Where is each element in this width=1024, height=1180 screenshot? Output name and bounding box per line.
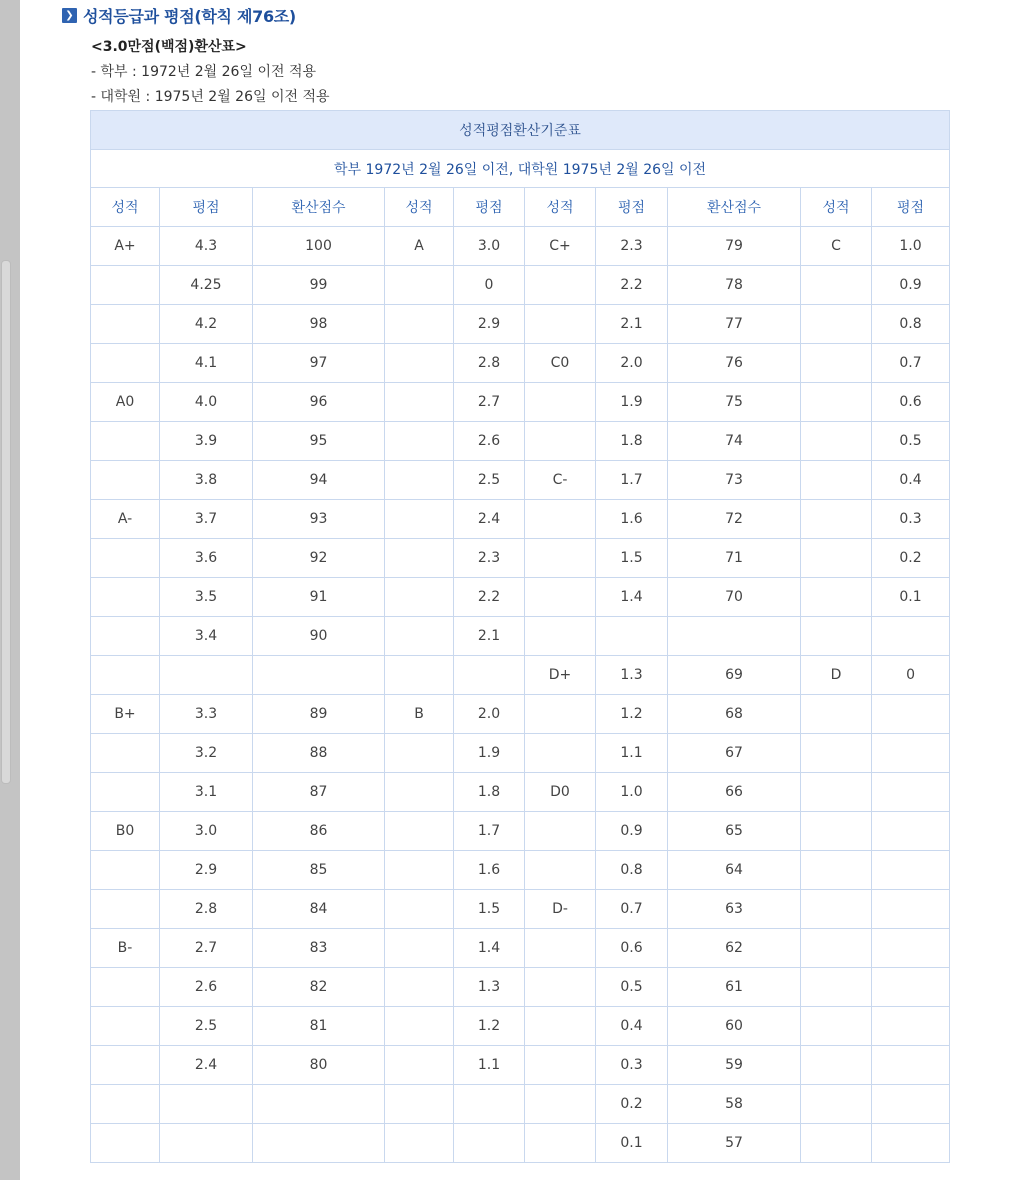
table-cell [385, 539, 454, 578]
table-body [91, 227, 950, 1163]
table-cell [525, 968, 596, 1007]
table-cell [385, 1046, 454, 1085]
table-cell [525, 266, 596, 305]
table-cell [801, 773, 872, 812]
table-row [91, 383, 950, 422]
table-cell: 2.1 [454, 617, 525, 656]
table-cell: 1.5 [596, 539, 668, 578]
table-row [91, 617, 950, 656]
table-cell [253, 1124, 385, 1163]
table-cell: 2.3 [596, 227, 668, 266]
column-header: 평점 [454, 188, 525, 227]
table-cell [872, 734, 950, 773]
table-cell [872, 1046, 950, 1085]
table-cell: 1.3 [596, 656, 668, 695]
table-cell: B [385, 695, 454, 734]
table-row [91, 656, 950, 695]
table-cell [801, 266, 872, 305]
table-cell [385, 578, 454, 617]
column-header: 성적 [385, 188, 454, 227]
table-cell [801, 500, 872, 539]
column-header: 평점 [872, 188, 950, 227]
table-cell: 2.8 [160, 890, 253, 929]
table-cell: 3.8 [160, 461, 253, 500]
table-cell: 1.8 [596, 422, 668, 461]
table-cell [872, 617, 950, 656]
table-cell: 93 [253, 500, 385, 539]
table-cell [801, 383, 872, 422]
table-cell: 70 [668, 578, 801, 617]
table-cell: 2.8 [454, 344, 525, 383]
table-cell: 3.7 [160, 500, 253, 539]
table-cell [872, 890, 950, 929]
table-cell: 79 [668, 227, 801, 266]
table-cell: 1.6 [596, 500, 668, 539]
table-cell: 1.4 [596, 578, 668, 617]
table-cell [385, 734, 454, 773]
table-cell: 0 [872, 656, 950, 695]
table-cell: 85 [253, 851, 385, 890]
table-cell: 0.8 [596, 851, 668, 890]
table-cell: 77 [668, 305, 801, 344]
table-cell [525, 422, 596, 461]
table-cell: 71 [668, 539, 801, 578]
table-cell: 0.7 [872, 344, 950, 383]
table-cell [253, 1085, 385, 1124]
table-cell: 2.5 [160, 1007, 253, 1046]
table-cell: 1.4 [454, 929, 525, 968]
table-cell: 0.1 [596, 1124, 668, 1163]
table-row [91, 461, 950, 500]
table-cell [525, 851, 596, 890]
table-row [91, 305, 950, 344]
table-period-row [91, 150, 950, 188]
table-cell: 2.3 [454, 539, 525, 578]
table-cell [385, 812, 454, 851]
table-cell [91, 422, 160, 461]
table-cell: 100 [253, 227, 385, 266]
table-cell: 2.4 [160, 1046, 253, 1085]
table-row [91, 422, 950, 461]
table-cell [525, 1085, 596, 1124]
table-cell [91, 461, 160, 500]
table-cell [872, 812, 950, 851]
table-cell: 4.1 [160, 344, 253, 383]
table-cell [872, 968, 950, 1007]
table-cell [385, 617, 454, 656]
table-cell: 0.5 [872, 422, 950, 461]
table-cell: 2.0 [454, 695, 525, 734]
column-header: 성적 [525, 188, 596, 227]
table-cell: 66 [668, 773, 801, 812]
table-cell [801, 734, 872, 773]
table-cell [91, 851, 160, 890]
table-cell [91, 656, 160, 695]
table-cell: B- [91, 929, 160, 968]
table-cell [525, 578, 596, 617]
table-cell: 2.9 [160, 851, 253, 890]
table-cell [385, 929, 454, 968]
table-cell: 3.0 [160, 812, 253, 851]
table-cell [91, 773, 160, 812]
section-heading [62, 2, 296, 28]
table-cell [91, 344, 160, 383]
table-cell [801, 617, 872, 656]
table-cell [525, 812, 596, 851]
table-cell [801, 1085, 872, 1124]
table-cell: 0.2 [872, 539, 950, 578]
table-cell: 1.2 [454, 1007, 525, 1046]
table-cell: 1.2 [596, 695, 668, 734]
grade-conversion-table [90, 110, 950, 1163]
table-subtitle: <3.0만점(백점)환산표> [91, 39, 247, 55]
table-cell: 91 [253, 578, 385, 617]
table-cell: 69 [668, 656, 801, 695]
table-cell: 0.3 [596, 1046, 668, 1085]
column-header: 평점 [596, 188, 668, 227]
table-cell [596, 617, 668, 656]
table-cell [160, 1124, 253, 1163]
table-cell: 1.1 [596, 734, 668, 773]
table-cell [525, 500, 596, 539]
table-cell: 0.4 [872, 461, 950, 500]
table-cell [872, 695, 950, 734]
table-cell [525, 1007, 596, 1046]
table-cell: C- [525, 461, 596, 500]
table-cell: A0 [91, 383, 160, 422]
table-cell [801, 968, 872, 1007]
table-cell: 99 [253, 266, 385, 305]
table-cell: 1.8 [454, 773, 525, 812]
table-cell: C+ [525, 227, 596, 266]
table-cell [91, 617, 160, 656]
table-cell: 0.5 [596, 968, 668, 1007]
table-cell [385, 500, 454, 539]
table-cell: 4.2 [160, 305, 253, 344]
table-cell [454, 1085, 525, 1124]
table-cell: 0.9 [872, 266, 950, 305]
table-cell: 4.25 [160, 266, 253, 305]
table-row [91, 1085, 950, 1124]
table-cell [525, 617, 596, 656]
table-cell [801, 1046, 872, 1085]
table-cell: 4.3 [160, 227, 253, 266]
table-cell [454, 1124, 525, 1163]
table-row [91, 929, 950, 968]
table-cell: D [801, 656, 872, 695]
table-cell: 1.0 [596, 773, 668, 812]
table-cell [385, 1007, 454, 1046]
table-cell: C0 [525, 344, 596, 383]
table-row [91, 968, 950, 1007]
table-cell [454, 656, 525, 695]
table-cell [872, 1124, 950, 1163]
table-cell: 1.7 [596, 461, 668, 500]
table-cell: 3.2 [160, 734, 253, 773]
table-cell [801, 812, 872, 851]
table-cell: 1.9 [454, 734, 525, 773]
table-cell: 87 [253, 773, 385, 812]
table-cell [525, 1124, 596, 1163]
table-cell [91, 890, 160, 929]
table-cell [801, 305, 872, 344]
table-row [91, 890, 950, 929]
table-cell [525, 929, 596, 968]
table-cell: 65 [668, 812, 801, 851]
table-cell: A [385, 227, 454, 266]
table-title-row [91, 111, 950, 150]
table-cell: 83 [253, 929, 385, 968]
table-cell: 78 [668, 266, 801, 305]
table-cell [385, 656, 454, 695]
table-cell: 57 [668, 1124, 801, 1163]
table-row [91, 851, 950, 890]
note-graduate: - 대학원 : 1975년 2월 26일 이전 적용 [91, 89, 330, 105]
table-cell: 84 [253, 890, 385, 929]
table-cell: 80 [253, 1046, 385, 1085]
column-header: 환산점수 [253, 188, 385, 227]
table-cell: 72 [668, 500, 801, 539]
table-cell [801, 344, 872, 383]
table-cell: 3.4 [160, 617, 253, 656]
table-cell [385, 305, 454, 344]
table-row [91, 1124, 950, 1163]
table-cell: 1.3 [454, 968, 525, 1007]
table-row [91, 344, 950, 383]
table-cell: 64 [668, 851, 801, 890]
table-cell: 0.3 [872, 500, 950, 539]
table-cell [668, 617, 801, 656]
table-cell [801, 578, 872, 617]
table-cell [91, 539, 160, 578]
table-period: 학부 1972년 2월 26일 이전, 대학원 1975년 2월 26일 이전 [91, 150, 950, 188]
table-cell: 98 [253, 305, 385, 344]
column-header: 성적 [801, 188, 872, 227]
table-cell: 2.4 [454, 500, 525, 539]
table-cell [385, 968, 454, 1007]
table-cell: 1.0 [872, 227, 950, 266]
table-cell [91, 305, 160, 344]
table-cell: 2.6 [160, 968, 253, 1007]
table-row [91, 227, 950, 266]
table-cell [525, 695, 596, 734]
table-cell [801, 890, 872, 929]
table-cell: 4.0 [160, 383, 253, 422]
table-cell: 2.2 [596, 266, 668, 305]
table-row [91, 1046, 950, 1085]
table-cell: 59 [668, 1046, 801, 1085]
table-cell: 73 [668, 461, 801, 500]
table-cell: 89 [253, 695, 385, 734]
table-cell [872, 851, 950, 890]
table-cell: 0 [454, 266, 525, 305]
table-cell: 0.2 [596, 1085, 668, 1124]
table-cell [91, 1085, 160, 1124]
table-cell: 82 [253, 968, 385, 1007]
table-cell: 68 [668, 695, 801, 734]
table-cell [385, 383, 454, 422]
table-cell: 3.9 [160, 422, 253, 461]
table-cell [801, 461, 872, 500]
table-cell [525, 1046, 596, 1085]
table-cell [872, 929, 950, 968]
table-cell: B+ [91, 695, 160, 734]
table-cell: 92 [253, 539, 385, 578]
table-cell: 76 [668, 344, 801, 383]
table-cell: D0 [525, 773, 596, 812]
table-cell [872, 1007, 950, 1046]
table-cell: 3.5 [160, 578, 253, 617]
table-cell: 58 [668, 1085, 801, 1124]
table-cell [91, 1007, 160, 1046]
table-cell [160, 656, 253, 695]
table-row [91, 266, 950, 305]
table-cell: 94 [253, 461, 385, 500]
table-cell: 0.9 [596, 812, 668, 851]
table-cell: 2.6 [454, 422, 525, 461]
table-cell: 3.3 [160, 695, 253, 734]
table-cell [91, 578, 160, 617]
table-cell [872, 1085, 950, 1124]
table-cell [385, 422, 454, 461]
table-cell [91, 968, 160, 1007]
table-cell [525, 305, 596, 344]
table-cell: 3.6 [160, 539, 253, 578]
table-cell [91, 266, 160, 305]
column-header: 환산점수 [668, 188, 801, 227]
table-cell [525, 734, 596, 773]
table-cell [385, 461, 454, 500]
table-cell: C [801, 227, 872, 266]
table-cell [872, 773, 950, 812]
table-row [91, 695, 950, 734]
table-cell [801, 422, 872, 461]
table-cell [801, 929, 872, 968]
table-cell: 75 [668, 383, 801, 422]
table-cell [801, 1124, 872, 1163]
table-cell [385, 773, 454, 812]
table-cell [385, 1124, 454, 1163]
table-cell: 0.6 [872, 383, 950, 422]
table-cell [91, 1046, 160, 1085]
table-cell: 61 [668, 968, 801, 1007]
table-cell: 2.1 [596, 305, 668, 344]
table-cell: 2.9 [454, 305, 525, 344]
section-title: 성적등급과 평점(학칙 제76조) [83, 6, 296, 26]
table-cell [253, 656, 385, 695]
table-cell [160, 1085, 253, 1124]
table-cell [385, 344, 454, 383]
column-header: 평점 [160, 188, 253, 227]
table-row [91, 539, 950, 578]
table-row [91, 734, 950, 773]
table-row [91, 500, 950, 539]
table-cell: 90 [253, 617, 385, 656]
table-row [91, 1007, 950, 1046]
table-cell: 1.6 [454, 851, 525, 890]
table-cell: 86 [253, 812, 385, 851]
table-cell [385, 1085, 454, 1124]
table-cell: 1.1 [454, 1046, 525, 1085]
table-cell: 62 [668, 929, 801, 968]
page-scrollbar[interactable] [0, 0, 20, 1180]
table-cell: 3.1 [160, 773, 253, 812]
table-cell: 2.2 [454, 578, 525, 617]
table-cell: 0.4 [596, 1007, 668, 1046]
table-cell: A- [91, 500, 160, 539]
table-cell: 0.1 [872, 578, 950, 617]
table-header-row [91, 188, 950, 227]
note-undergraduate: - 학부 : 1972년 2월 26일 이전 적용 [91, 64, 316, 80]
table-cell: 96 [253, 383, 385, 422]
table-cell [801, 695, 872, 734]
table-cell: 88 [253, 734, 385, 773]
chevron-right-icon: ❯ [62, 8, 77, 23]
table-cell: 67 [668, 734, 801, 773]
column-header: 성적 [91, 188, 160, 227]
table-cell [385, 266, 454, 305]
scrollbar-thumb[interactable] [1, 260, 11, 784]
table-cell [385, 890, 454, 929]
table-cell [525, 383, 596, 422]
table-cell: 81 [253, 1007, 385, 1046]
table-cell [525, 539, 596, 578]
table-cell [801, 851, 872, 890]
table-cell [91, 734, 160, 773]
table-cell: B0 [91, 812, 160, 851]
table-row [91, 812, 950, 851]
table-cell [801, 1007, 872, 1046]
table-cell: 2.0 [596, 344, 668, 383]
table-cell: 1.5 [454, 890, 525, 929]
table-cell: D+ [525, 656, 596, 695]
table-cell: 63 [668, 890, 801, 929]
table-title: 성적평점환산기준표 [91, 111, 950, 150]
table-cell: 1.9 [596, 383, 668, 422]
table-cell: 95 [253, 422, 385, 461]
table-cell: 60 [668, 1007, 801, 1046]
table-cell: 2.7 [160, 929, 253, 968]
table-cell: 0.6 [596, 929, 668, 968]
table-cell [801, 539, 872, 578]
table-cell: 0.8 [872, 305, 950, 344]
table-cell: 3.0 [454, 227, 525, 266]
table-cell: 2.7 [454, 383, 525, 422]
table-cell [91, 1124, 160, 1163]
table-cell: A+ [91, 227, 160, 266]
table-cell: 97 [253, 344, 385, 383]
table-cell: 2.5 [454, 461, 525, 500]
table-cell [385, 851, 454, 890]
table-cell: 0.7 [596, 890, 668, 929]
table-cell: D- [525, 890, 596, 929]
table-row [91, 773, 950, 812]
table-cell: 1.7 [454, 812, 525, 851]
table-cell: 74 [668, 422, 801, 461]
table-row [91, 578, 950, 617]
